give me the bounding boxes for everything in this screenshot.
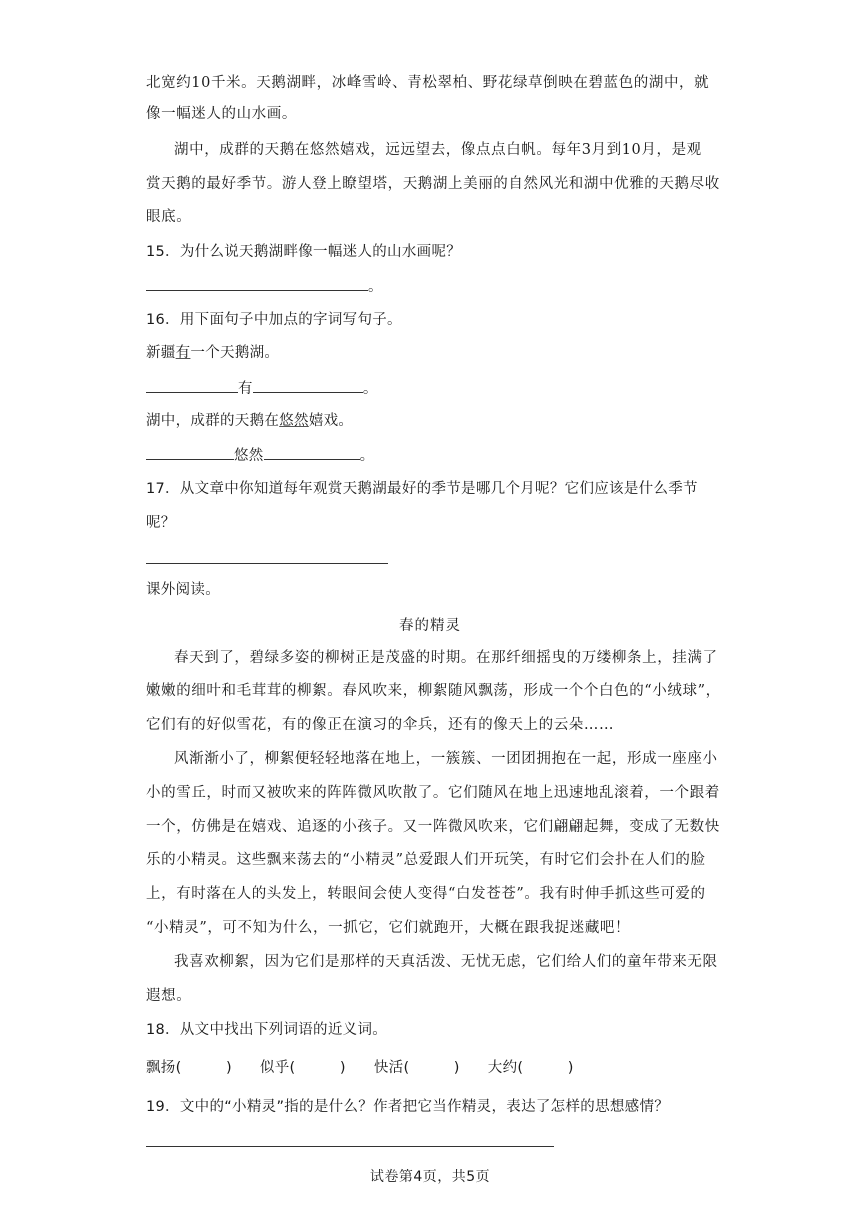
q16-fill-1[interactable] (146, 378, 378, 399)
passage2-line-10: 我喜欢柳絮，因为它们是那样的天真活泼、无忧无虑，它们给人们的童年带来无限 (174, 954, 718, 970)
answer-15-end: 。 (368, 279, 383, 295)
question-17-line-2: 呢？ (146, 515, 176, 531)
question-19: 19．文中的“小精灵”指的是什么？作者把它当作精灵，表达了怎样的思想感情？ (146, 1099, 670, 1115)
q18-item-4[interactable]: 大约( ) (487, 1060, 574, 1076)
passage1-line-1: 北宽约10千米。天鹅湖畔，冰峰雪岭、青松翠柏、野花绿草倒映在碧蓝色的湖中，就 (146, 75, 710, 91)
question-17-line-1: 17．从文章中你知道每年观赏天鹅湖最好的季节是哪几个月呢？它们应该是什么季节 (146, 481, 698, 497)
q16-fill1-end: 。 (362, 381, 378, 397)
q16-fill2-word: 悠然 (234, 448, 264, 464)
answer-15-blank[interactable] (146, 276, 368, 291)
question-18: 18．从文中找出下列词语的近义词。 (146, 1022, 388, 1038)
passage2-line-6: 一个，仿佛是在嬉戏、追逐的小孩子。又一阵微风吹来，它们翩翩起舞，变成了无数快 (146, 819, 720, 835)
q18-item-3[interactable]: 快活( ) (373, 1060, 460, 1076)
passage1-line-2: 像一幅迷人的山水画。 (146, 106, 297, 122)
passage2-line-3: 它们有的好似雪花，有的像正在演习的伞兵，还有的像天上的云朵…… (146, 717, 615, 733)
q16-fill2-blank-a[interactable] (146, 445, 234, 460)
answer-19-line[interactable] (146, 1146, 554, 1147)
page-footer: 试卷第4页，共5页 (369, 1169, 491, 1185)
q16-ex1-post: 一个天鹅湖。 (190, 345, 280, 361)
q16-ex2-post: 嬉戏。 (308, 413, 354, 429)
q16-fill-2[interactable] (146, 445, 374, 466)
answer-15-line[interactable] (146, 276, 383, 297)
passage2-line-8: 上，有时落在人的头发上，转眼间会使人变得“白发苍苍”。我有时伸手抓这些可爱的 (146, 886, 706, 902)
q18-item-1[interactable]: 飘扬( ) (146, 1060, 232, 1076)
passage1-line-5: 眼底。 (146, 209, 192, 225)
passage2-line-5: 小的雪丘，时而又被吹来的阵阵微风吹散了。它们随风在地上迅速地乱滚着，一个跟着 (146, 785, 720, 801)
answer-17-line[interactable] (146, 563, 388, 564)
q16-fill1-word: 有 (238, 381, 253, 397)
q16-ex1-word: 有 (175, 345, 191, 361)
q18-items (146, 1058, 602, 1078)
q16-fill2-end: 。 (359, 448, 375, 464)
q16-fill1-blank-b[interactable] (253, 378, 363, 393)
passage2-line-4: 风渐渐小了，柳絮便轻轻地落在地上，一簇簇、一团团拥抱在一起，形成一座座小 (174, 751, 718, 767)
q16-ex2-word: 悠然 (279, 413, 309, 429)
passage1-line-4: 赏天鹅的最好季节。游人登上瞭望塔，天鹅湖上美丽的自然风光和湖中优雅的天鹅尽收 (146, 176, 720, 192)
q16-fill1-blank-a[interactable] (146, 378, 238, 393)
passage1-line-3: 湖中，成群的天鹅在悠然嬉戏，远远望去，像点点白帆。每年3月到10月，是观 (174, 142, 702, 158)
q16-example-2 (146, 411, 353, 431)
question-16: 16．用下面句子中加点的字词写句子。 (146, 312, 402, 328)
q18-item-2[interactable]: 似乎( ) (259, 1060, 346, 1076)
q16-fill2-blank-b[interactable] (264, 445, 360, 460)
q16-ex2-pre: 湖中，成群的天鹅在 (146, 413, 280, 429)
passage2-title: 春的精灵 (399, 618, 461, 634)
q16-example-1 (146, 343, 279, 363)
passage2-line-2: 嫩嫩的细叶和毛茸茸的柳絮。春风吹来，柳絮随风飘荡，形成一个个白色的“小绒球”， (146, 683, 721, 699)
passage2-line-11: 遐想。 (146, 988, 192, 1004)
section-label: 课外阅读。 (146, 582, 220, 598)
q16-ex1-pre: 新疆 (146, 345, 176, 361)
passage2-line-1: 春天到了，碧绿多姿的柳树正是茂盛的时期。在那纤细摇曳的万缕柳条上，挂满了 (174, 650, 718, 666)
passage2-line-7: 乐的小精灵。这些飘来荡去的“小精灵”总爱跟人们开玩笑，有时它们会扑在人们的脸 (146, 852, 706, 868)
question-15: 15．为什么说天鹅湖畔像一幅迷人的山水画呢？ (146, 244, 462, 260)
passage2-line-9: “小精灵”，可不知为什么，一抓它，它们就跑开，大概在跟我捉迷藏吧！ (146, 920, 631, 936)
